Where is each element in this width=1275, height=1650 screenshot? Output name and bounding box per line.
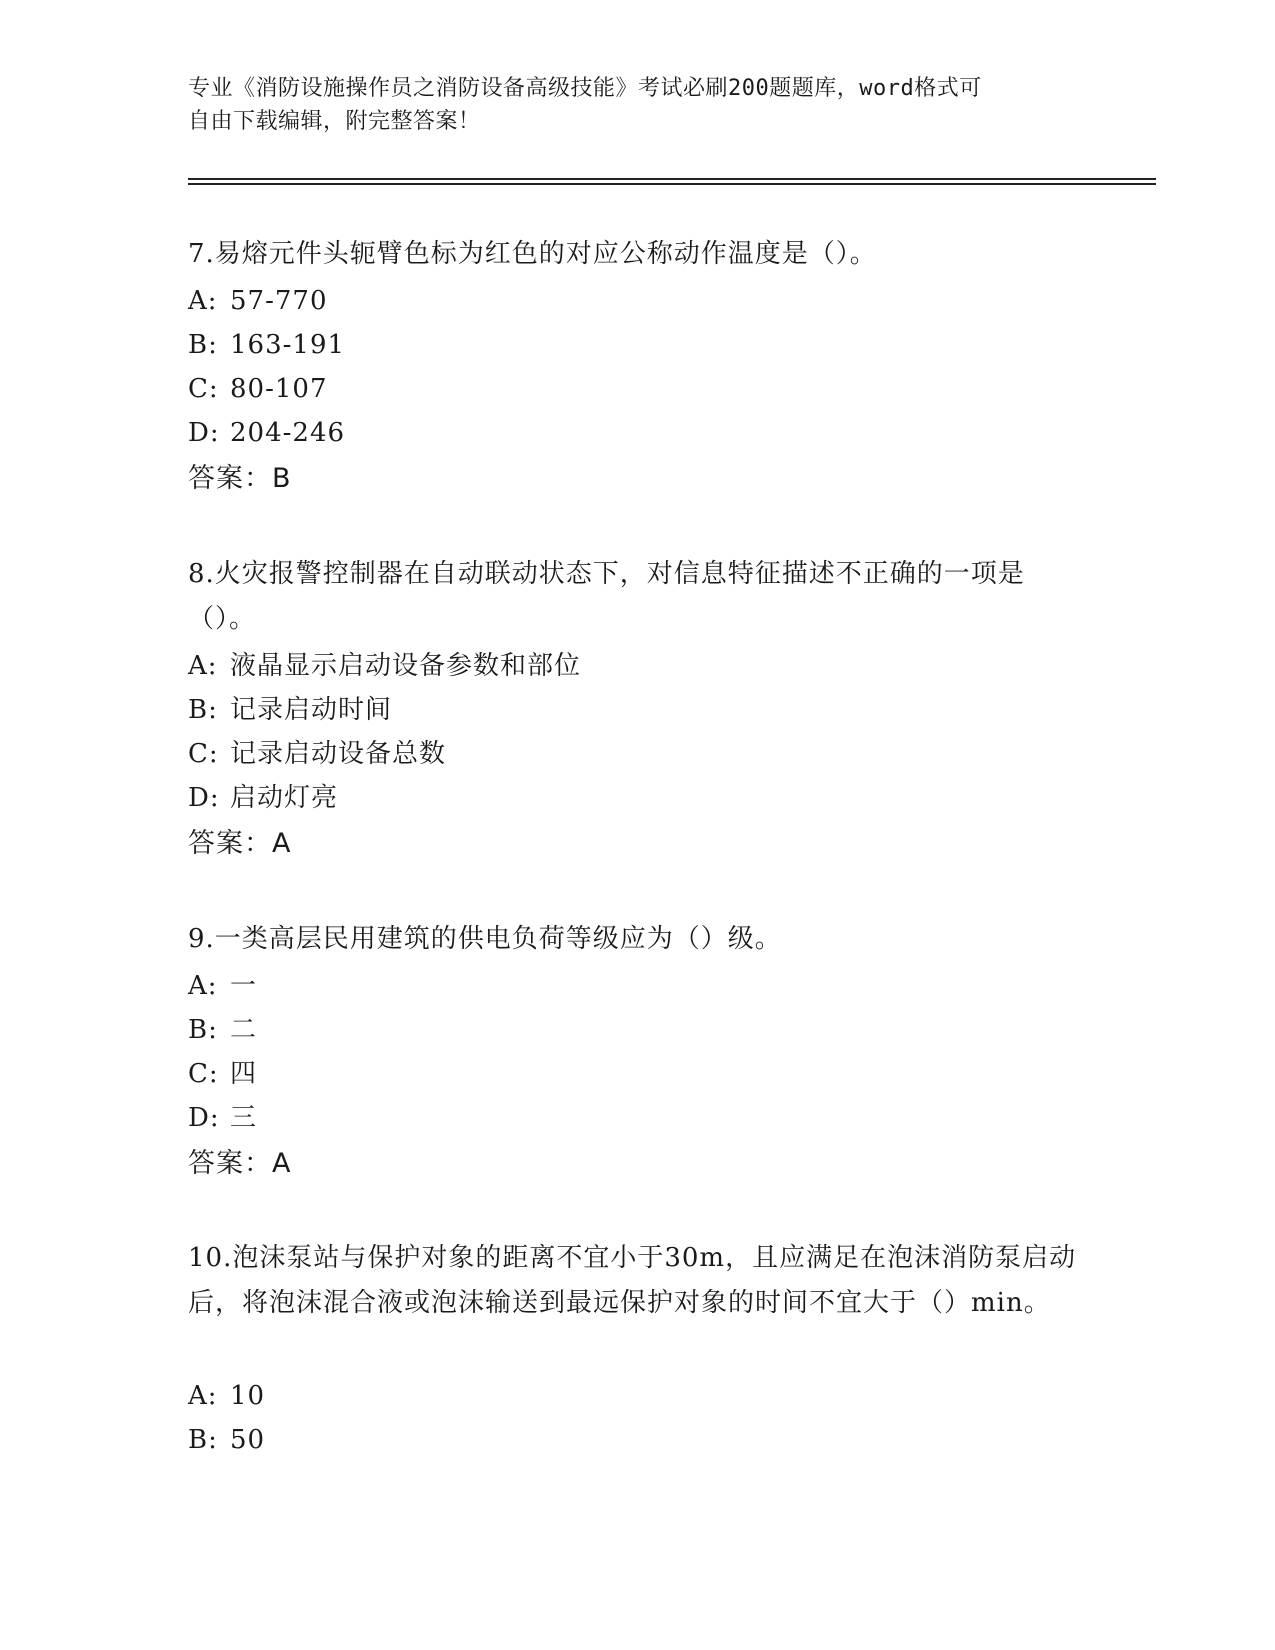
question-10-option-a: [188, 1380, 265, 1412]
option-label: B:: [188, 1015, 218, 1045]
question-7-option-c: [188, 373, 328, 405]
question-10-option-b: [188, 1424, 265, 1456]
question-8-option-c: [188, 738, 446, 770]
option-label: A:: [188, 286, 218, 316]
question-9-option-a: [188, 970, 257, 1002]
question-9-option-b: [188, 1014, 257, 1046]
document-header: [188, 72, 1078, 138]
option-text: 记录启动设备总数: [230, 739, 447, 769]
question-9-option-d: [188, 1102, 257, 1134]
question-7-option-b: [188, 329, 345, 361]
option-label: B:: [188, 330, 218, 360]
header-line-1: 专业《消防设施操作员之消防设备高级技能》考试必刷200题题库，word格式可: [188, 76, 982, 101]
option-text: 163-191: [230, 330, 346, 360]
question-7-option-d: [188, 417, 345, 449]
option-text: 三: [230, 1103, 258, 1133]
header-line-2: 自由下载编辑，附完整答案！: [188, 109, 481, 134]
option-text: 80-107: [230, 374, 328, 404]
question-9-answer: 答案：A: [188, 1148, 292, 1179]
question-7-stem: 7.易熔元件头轭臂色标为红色的对应公称动作温度是（）。: [188, 239, 877, 269]
option-text: 记录启动时间: [230, 695, 393, 725]
option-label: B:: [188, 695, 218, 725]
option-text: 四: [230, 1059, 258, 1089]
option-text: 50: [230, 1425, 266, 1455]
question-8-option-b: [188, 694, 392, 726]
header-divider-bottom: [188, 183, 1156, 185]
option-text: 10: [230, 1381, 266, 1411]
question-8-option-d: [188, 782, 338, 814]
question-8-stem: 8.火灾报警控制器在自动联动状态下，对信息特征描述不正确的一项是（）。: [188, 559, 1025, 634]
question-8-answer: 答案：A: [188, 828, 292, 859]
question-9-stem: 9.一类高层民用建筑的供电负荷等级应为（）级。: [188, 924, 782, 954]
question-9-option-c: [188, 1058, 257, 1090]
question-7-answer: 答案：B: [188, 463, 292, 494]
question-7-option-a: [188, 285, 328, 317]
option-text: 57-770: [230, 286, 328, 316]
option-text: 二: [230, 1015, 258, 1045]
header-divider-top: [188, 178, 1156, 180]
question-8-option-a: [188, 650, 581, 682]
option-text: 启动灯亮: [230, 783, 339, 813]
option-label: A:: [188, 651, 218, 681]
option-label: B:: [188, 1425, 218, 1455]
option-label: C:: [188, 374, 219, 404]
option-text: 一: [230, 971, 258, 1001]
option-label: C:: [188, 739, 219, 769]
option-text: 204-246: [230, 418, 346, 448]
option-label: C:: [188, 1059, 219, 1089]
option-label: A:: [188, 971, 218, 1001]
question-10-stem: 10.泡沫泵站与保护对象的距离不宜小于30m，且应满足在泡沫消防泵启动后，将泡沫混合液或泡沫输送到最远保护对象的时间不宜大于（）min。: [188, 1243, 1077, 1318]
option-text: 液晶显示启动设备参数和部位: [230, 651, 582, 681]
option-label: D:: [188, 418, 220, 448]
option-label: D:: [188, 1103, 220, 1133]
option-label: D:: [188, 783, 220, 813]
option-label: A:: [188, 1381, 218, 1411]
